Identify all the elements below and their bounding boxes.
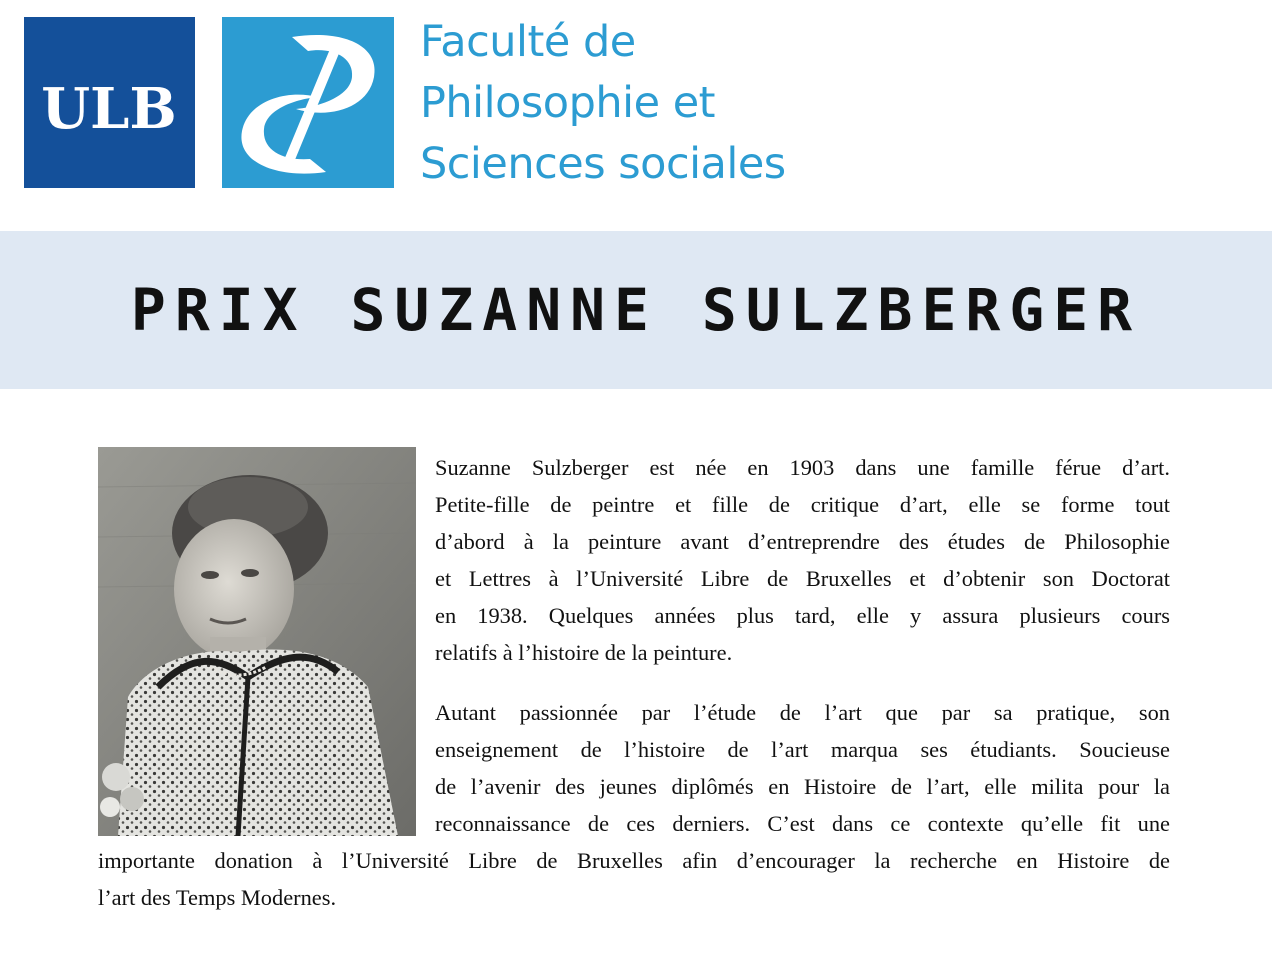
faculty-swirl-icon — [222, 17, 394, 188]
prize-title: PRIX SUZANNE SULZBERGER — [130, 276, 1142, 344]
faculty-name — [420, 12, 880, 195]
paragraph-line: en 1938. Quelques années plus tard, elle y assura plusieurs cours — [435, 603, 1170, 628]
faculty-name-line: Sciences sociales — [420, 139, 786, 189]
faculty-name-line: Faculté de — [420, 17, 636, 67]
paragraph-line: Petite-fille de peintre et fille de critique d’art, elle se forme tout — [435, 492, 1170, 517]
paragraph-line: enseignement de l’histoire de l’art marqua ses étudiants. Soucieuse — [435, 737, 1170, 762]
portrait-photo — [98, 447, 416, 836]
paragraph-line: de l’avenir des jeunes diplômés en Histoire de l’art, elle milita pour la — [435, 774, 1170, 799]
title-band — [0, 231, 1272, 389]
portrait-image — [98, 447, 416, 836]
paragraph-line: l’art des Temps Modernes. — [98, 885, 337, 910]
paragraph-line: reconnaissance de ces derniers. C’est dans ce contexte qu’elle fit une — [435, 811, 1170, 836]
ulb-logo-text: ULB — [41, 76, 177, 142]
paragraph-line: importante donation à l’Université Libre de Bruxelles afin d’encourager la recherche en Histoire de — [98, 848, 1170, 873]
ulb-logo-mark — [24, 17, 195, 188]
paragraph-line: Suzanne Sulzberger est née en 1903 dans une famille férue d’art. — [435, 455, 1170, 480]
faculty-logo-mark — [222, 17, 394, 188]
paragraph-line: et Lettres à l’Université Libre de Bruxelles et d’obtenir son Doctorat — [435, 566, 1170, 591]
paragraph-line: relatifs à l’histoire de la peinture. — [435, 640, 733, 665]
ulb-logo — [24, 17, 195, 188]
paragraph-line: d’abord à la peinture avant d’entreprendre des études de Philosophie — [435, 529, 1170, 554]
faculty-name-line: Philosophie et — [420, 78, 716, 128]
paragraph-line: Autant passionnée par l’étude de l’art que par sa pratique, son — [435, 700, 1170, 725]
